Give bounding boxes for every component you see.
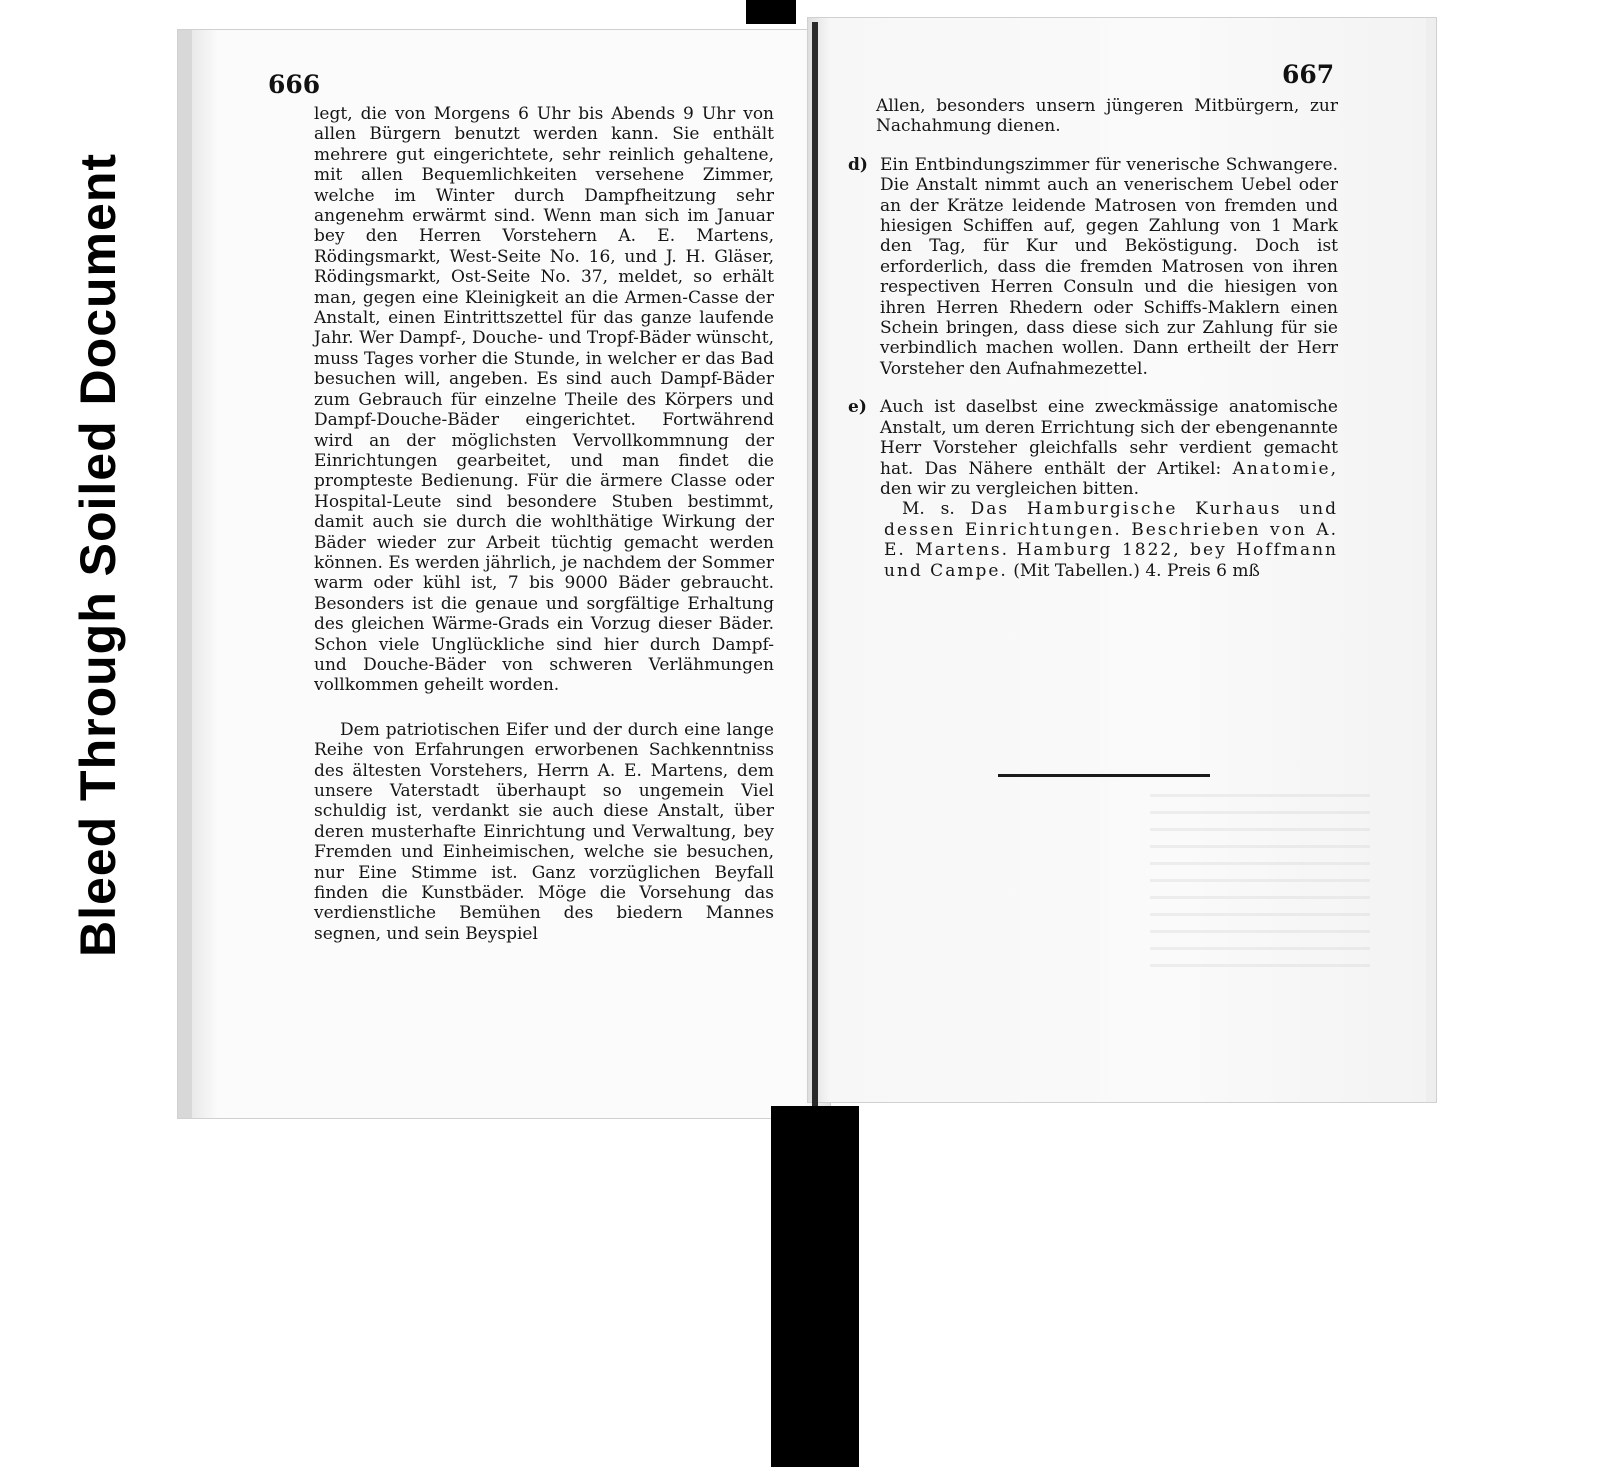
left-paragraph-2: Dem patriotischen Eifer und der durch eine lange Reihe von Erfahrungen erworbenen Sachkenntniss des ältesten Vorstehers, Herrn A. E. Martens, dem unsere Vaterstadt überhaupt so ungemein Viel schuldig ist, verdankt sie auch diese Anstalt, über deren musterhafte Einrichtung und Verwaltung, bey Fremden und Einheimischen, welche sie besuchen, nur Eine Stimme ist. Ganz vorzüglichen Beyfall finden die Kunstbäder. Möge die Vorsehung das verdienstliche Bemühen des biedern Mannes segnen, und sein Beyspiel	[314, 719, 774, 944]
citation	[848, 499, 1338, 581]
citation-prefix: M. s.	[902, 499, 955, 520]
list-item-e-tail: den wir zu vergleichen bitten.	[880, 478, 1140, 499]
list-item-e	[848, 397, 1338, 499]
citation-title: Das Hamburgische Kurhaus und dessen Einrichtungen. Beschrieben von A. E. Martens.	[884, 499, 1339, 561]
citation-tail: (Mit Tabellen.) 4. Preis 6 mß	[1013, 560, 1260, 581]
section-divider	[998, 774, 1210, 777]
bleed-through-shadow	[1150, 780, 1370, 980]
list-item-e-spaced-word: Anatomie,	[1232, 458, 1339, 479]
list-item-d-label: d)	[848, 154, 868, 175]
bleed-through-label-text: Bleed Through Soiled Document	[70, 152, 126, 958]
right-page-number: 667	[1282, 60, 1335, 89]
list-item-e-label: e)	[848, 397, 867, 418]
binding-strip-bottom	[771, 1106, 859, 1467]
right-continuation: Allen, besonders unsern jüngeren Mitbürgern, zur Nachahmung dienen.	[876, 96, 1338, 137]
list-item-d	[848, 155, 1338, 379]
book-gutter	[812, 22, 818, 1108]
left-paragraph-1: legt, die von Morgens 6 Uhr bis Abends 9 Uhr von allen Bürgern benutzt werden kann. Sie enthält mehrere gut eingerichtete, sehr reinlich gehaltene, mit allen Bequemlichkeiten versehene Zimmer, welche im Winter durch Dampfheitzung sehr angenehm erwärmt sind. Wenn man sich im Januar bey den Herren Vorstehern A. E. Martens, Rödingsmarkt, West-Seite No. 16, und J. H. Gläser, Rödingsmarkt, Ost-Seite No. 37, meldet, so erhält man, gegen eine Kleinigkeit an die Armen-Casse der Anstalt, einen Eintrittszettel für das ganze laufende Jahr. Wer Dampf-, Douche- und Tropf-Bäder wünscht, muss Tages vorher die Stunde, in welcher er das Bad besuchen will, angeben. Es sind auch Dampf-Bäder zum Gebrauch für einzelne Theile des Körpers und Dampf-Douche-Bäder eingerichtet. Fortwährend wird an der möglichsten Vervollkommnung der Einrichtungen gearbeitet, und man findet die prompteste Bedienung. Für die ärmere Classe oder Hospital-Leute sind besondere Stuben bestimmt, damit auch sie durch die wohlthätige Wirkung der Bäder wieder zur Arbeit tüchtig gemacht werden können. Es werden jährlich, je nachdem der Sommer warm oder kühl ist, 7 bis 9000 Bäder gebraucht. Besonders ist die genaue und sorgfältige Erhaltung des gleichen Wärme-Grads ein Vorzug dieser Bäder. Schon viele Unglückliche sind hier durch Dampf- und Douche-Bäder von schweren Verlähmungen vollkommen geheilt worden.	[314, 104, 774, 696]
left-page-text	[314, 104, 774, 944]
left-page-number: 666	[268, 70, 321, 99]
binding-strip-top	[746, 0, 796, 24]
list-item-d-text: Ein Entbindungszimmer für venerische Schwangere. Die Anstalt nimmt auch an venerischem Uebel oder an der Krätze leidende Matrosen von fremden und hiesigen Schiffen auf, gegen Zahlung von 1 Mark den Tag, für Kur und Beköstigung. Doch ist erforderlich, dass die fremden Matrosen von ihren respectiven Herren Consuln und die hiesigen von ihren Herren Rhedern oder Schiffs-Maklern einen Schein bringen, dass diese sich zur Zahlung für sie verbindlich machen wollen. Dann ertheilt der Herr Vorsteher den Aufnahmezettel.	[880, 154, 1338, 379]
bleed-through-label	[38, 60, 158, 1050]
right-page-text	[848, 96, 1338, 581]
citation-place: Hamburg 1822, bey Hoffmann und Campe.	[884, 540, 1339, 581]
list-item-e-body	[880, 397, 1338, 499]
list-item-e-text: Auch ist daselbst eine zweckmässige anatomische Anstalt, um deren Errichtung sich der ebengenannte Herr Vorsteher gleichfalls sehr verdient gemacht hat. Das Nähere enthält der Artikel:	[880, 397, 1338, 479]
